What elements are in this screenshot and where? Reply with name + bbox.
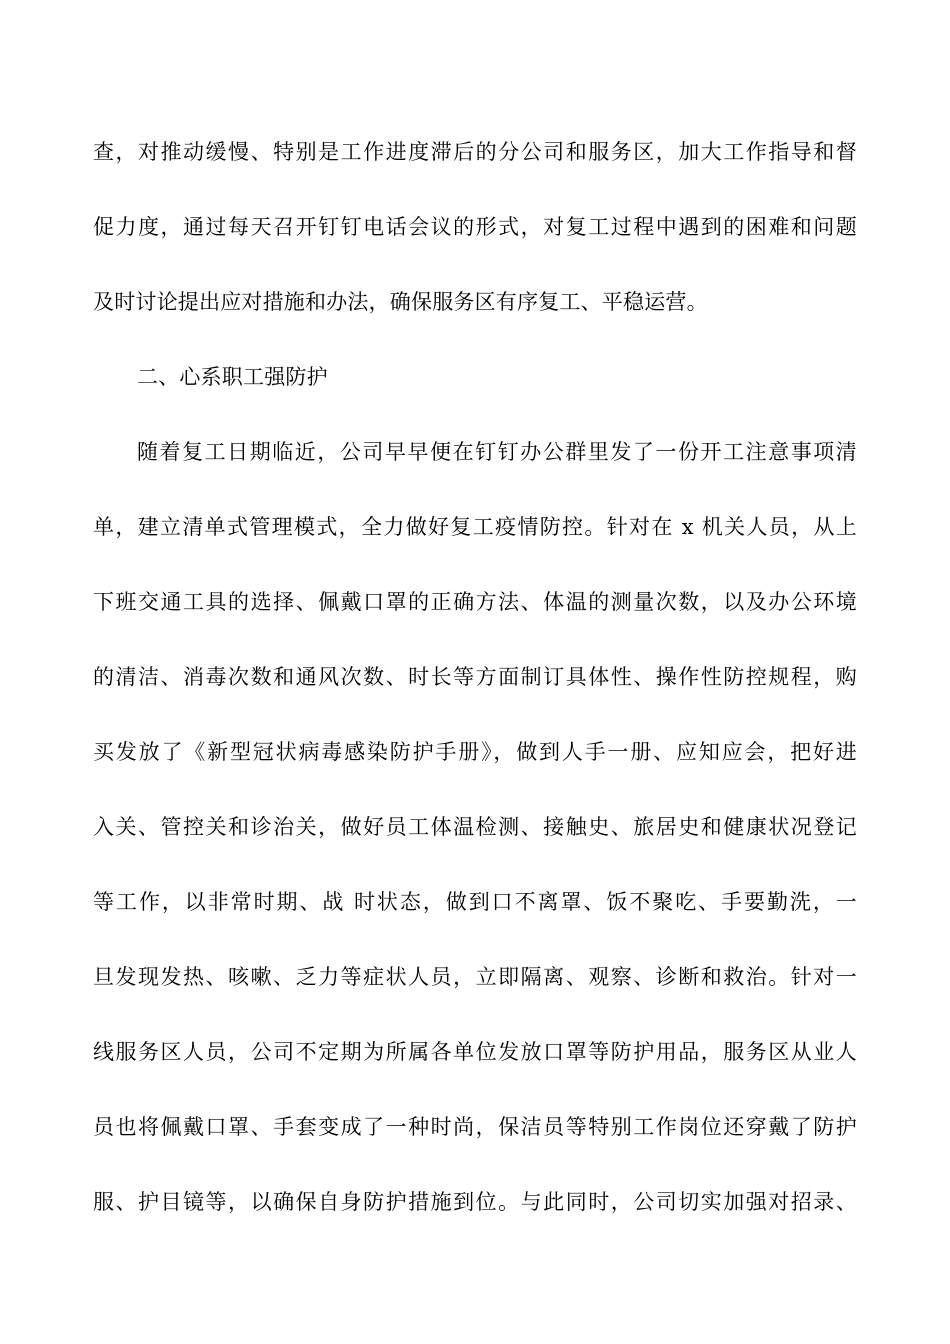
text-line: 员也将佩戴口罩、手套变成了一种时尚，保洁员等特别工作岗位还穿戴了防护: [93, 1115, 857, 1139]
text-line: 买发放了《新型冠状病毒感染防护手册》，做到人手一册、应知应会，把好进: [93, 740, 857, 764]
text-line: 的清洁、消毒次数和通风次数、时长等方面制订具体性、操作性防控规程，购: [93, 665, 857, 689]
text-line: 下班交通工具的选择、佩戴口罩的正确方法、体温的测量次数，以及办公环境: [93, 590, 857, 614]
text-line: 线服务区人员，公司不定期为所属各单位发放口罩等防护用品，服务区从业人: [93, 1040, 857, 1064]
text-line: 查，对推动缓慢、特别是工作进度滞后的分公司和服务区，加大工作指导和督: [93, 140, 857, 164]
text-line: 入关、管控关和诊治关，做好员工体温检测、接触史、旅居史和健康状况登记: [93, 815, 857, 839]
text-line: 服、护目镜等，以确保自身防护措施到位。与此同时，公司切实加强对招录、: [93, 1190, 857, 1214]
text-line: 随着复工日期临近，公司早早便在钉钉办公群里发了一份开工注意事项清: [137, 440, 857, 464]
paragraph-protection: [93, 430, 857, 1255]
document-body: [93, 130, 857, 1255]
text-line: 旦发现发热、咳嗽、乏力等症状人员，立即隔离、观察、诊断和救治。针对一: [93, 965, 857, 989]
text-line: 促力度，通过每天召开钉钉电话会议的形式，对复工过程中遇到的困难和问题: [93, 215, 857, 239]
paragraph-continued: [93, 130, 857, 355]
text-line: 等工作，以非常时期、战 时状态，做到口不离罩、饭不聚吃、手要勤洗，一: [93, 890, 857, 914]
section-heading-text: 二、心系职工强防护: [137, 365, 328, 389]
text-line: 单，建立清单式管理模式，全力做好复工疫情防控。针对在 x 机关人员，从上: [93, 515, 857, 539]
section-heading: [93, 355, 857, 430]
text-line: 及时讨论提出应对措施和办法，确保服务区有序复工、平稳运营。: [93, 290, 708, 314]
